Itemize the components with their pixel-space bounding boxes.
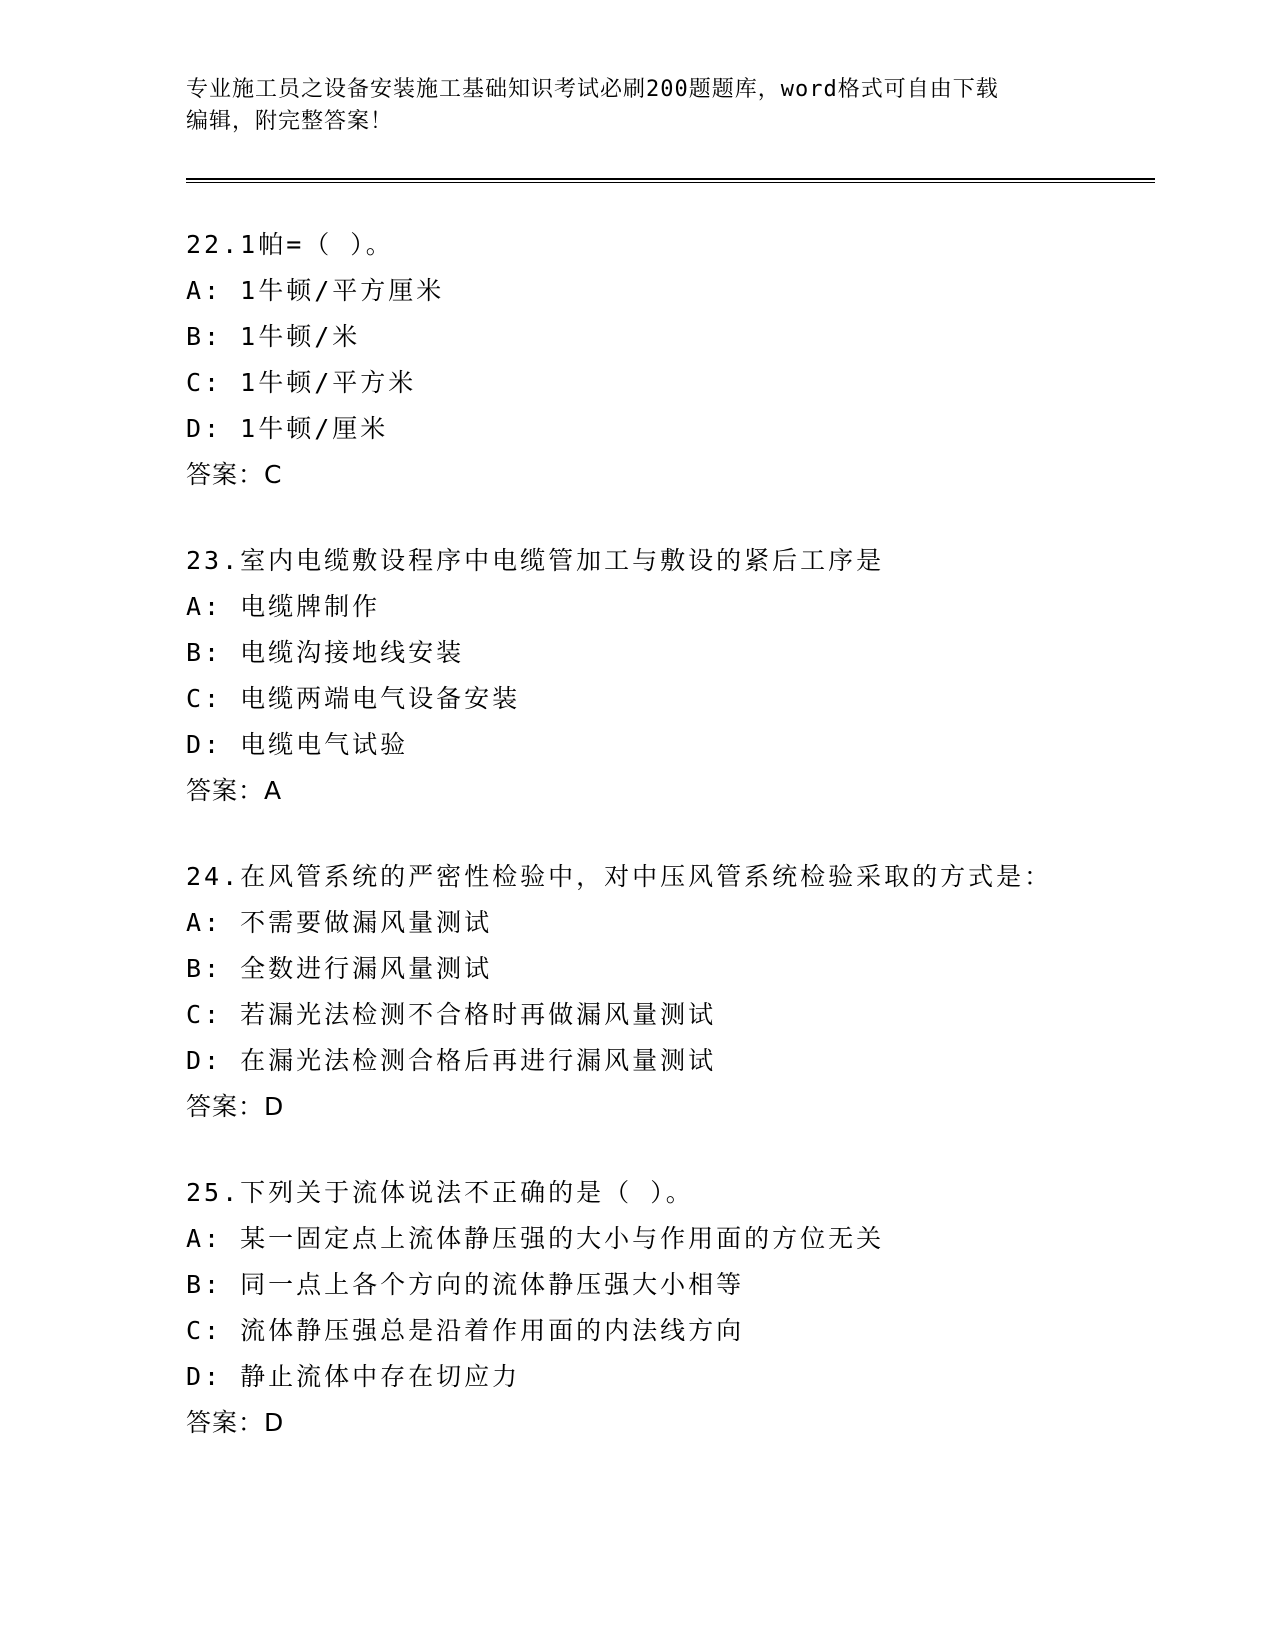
answer-label: 答案：D	[186, 1408, 285, 1437]
option-c: C: 电缆两端电气设备安装	[186, 684, 521, 713]
question-stem: 25.下列关于流体说法不正确的是（ ）。	[186, 1178, 694, 1207]
answer-label: 答案：D	[186, 1092, 285, 1121]
option-b: B: 全数进行漏风量测试	[186, 954, 493, 983]
header-title-line-2: 编辑，附完整答案！	[186, 109, 394, 134]
option-a: A: 某一固定点上流体静压强的大小与作用面的方位无关	[186, 1224, 885, 1253]
header-divider	[186, 178, 1155, 183]
option-a: A: 电缆牌制作	[186, 592, 381, 621]
option-c: C: 若漏光法检测不合格时再做漏风量测试	[186, 1000, 717, 1029]
option-c: C: 1牛顿/平方米	[186, 368, 417, 397]
option-c: C: 流体静压强总是沿着作用面的内法线方向	[186, 1316, 745, 1345]
answer-label: 答案：C	[186, 460, 283, 489]
option-d: D: 电缆电气试验	[186, 730, 409, 759]
question-24	[186, 854, 1186, 1130]
question-stem: 24.在风管系统的严密性检验中，对中压风管系统检验采取的方式是：	[186, 862, 1053, 891]
option-b: B: 同一点上各个方向的流体静压强大小相等	[186, 1270, 745, 1299]
option-d: D: 1牛顿/厘米	[186, 414, 389, 443]
document-header	[186, 74, 1076, 138]
option-b: B: 1牛顿/米	[186, 322, 361, 351]
question-stem: 22.1帕=（ ）。	[186, 230, 394, 259]
option-a: A: 1牛顿/平方厘米	[186, 276, 445, 305]
question-23	[186, 538, 1186, 814]
question-22	[186, 222, 1186, 498]
question-stem: 23.室内电缆敷设程序中电缆管加工与敷设的紧后工序是	[186, 546, 885, 575]
option-a: A: 不需要做漏风量测试	[186, 908, 493, 937]
answer-label: 答案：A	[186, 776, 283, 805]
option-d: D: 在漏光法检测合格后再进行漏风量测试	[186, 1046, 717, 1075]
option-b: B: 电缆沟接地线安装	[186, 638, 465, 667]
option-d: D: 静止流体中存在切应力	[186, 1362, 521, 1391]
question-25	[186, 1170, 1186, 1446]
header-title-line-1: 专业施工员之设备安装施工基础知识考试必刷200题题库，word格式可自由下载	[186, 77, 999, 102]
